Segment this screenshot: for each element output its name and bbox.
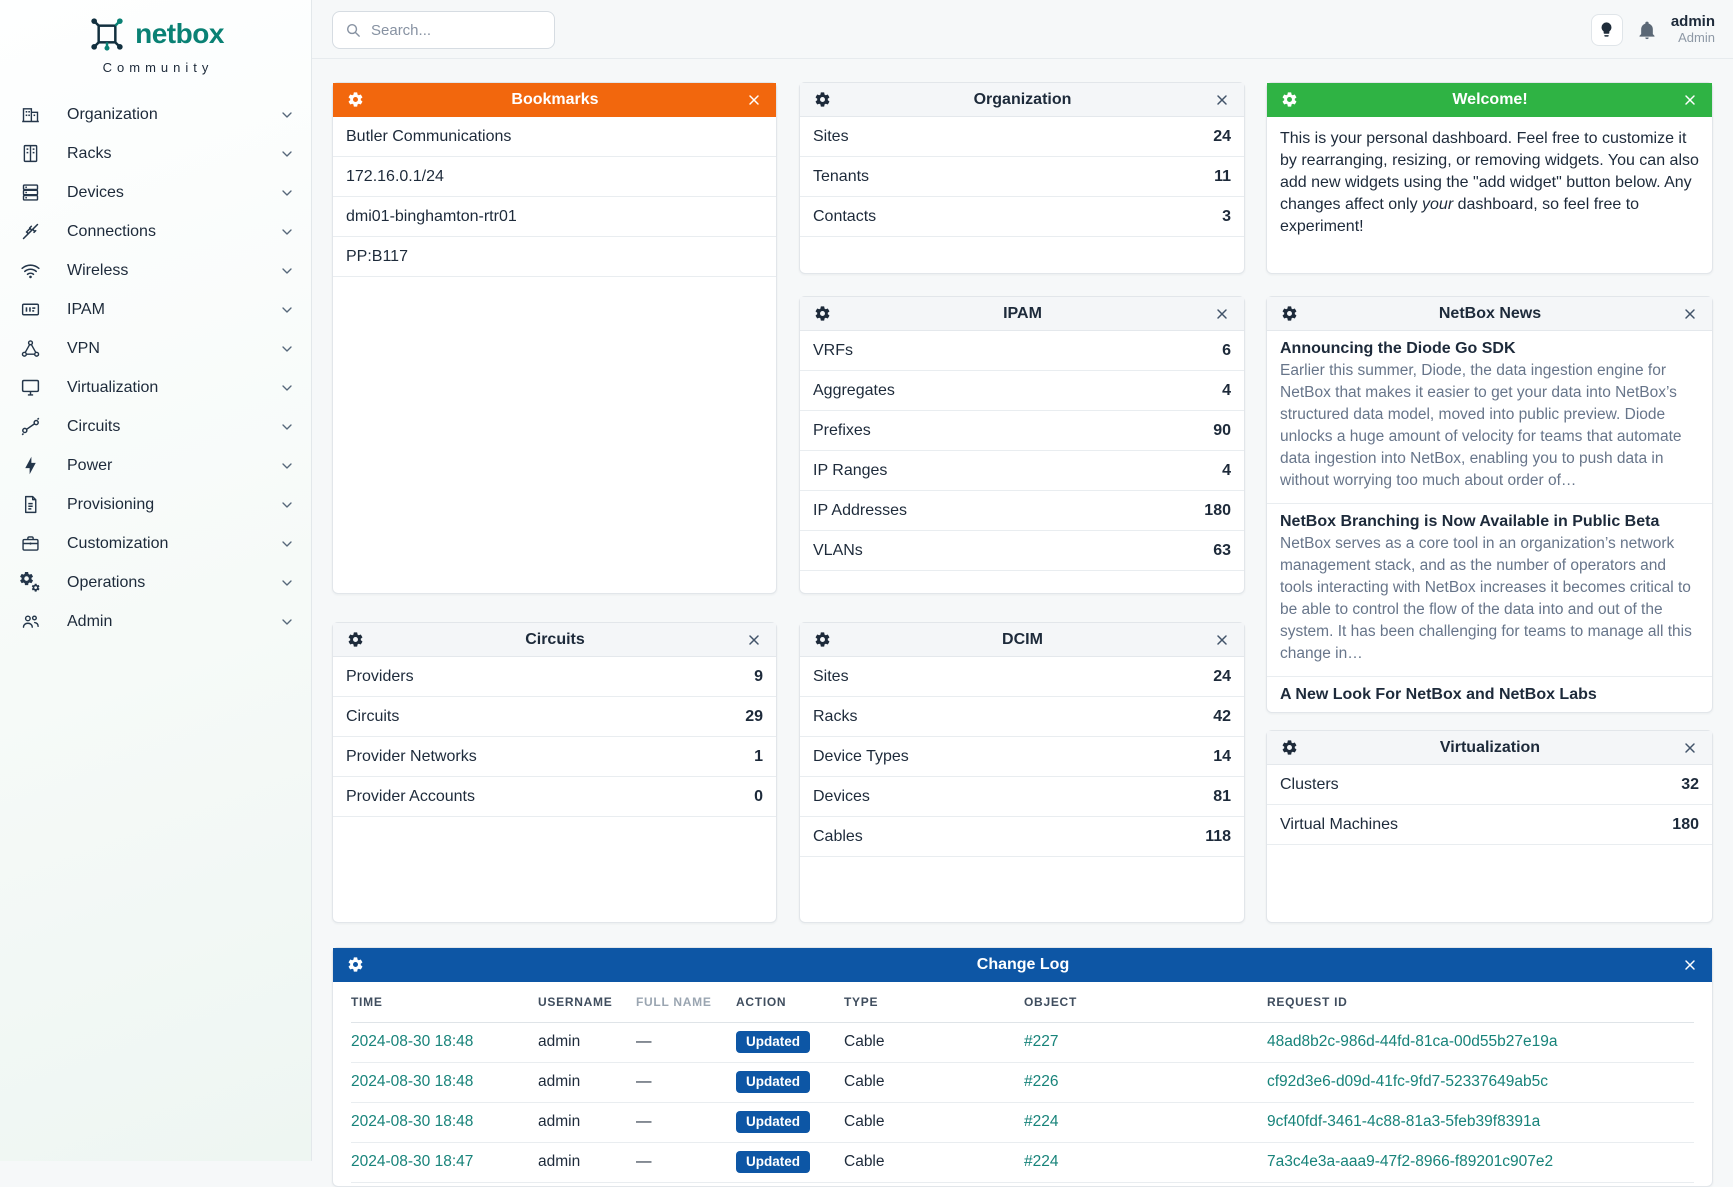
- stat-label: VRFs: [813, 341, 853, 359]
- chevron-down-icon: [279, 380, 295, 396]
- stat-row: [800, 777, 1244, 817]
- sidebar: [0, 0, 312, 1161]
- stat-label: Aggregates: [813, 381, 895, 399]
- sidebar-item-label: Virtualization: [67, 378, 159, 396]
- changelog-table-wrap: [333, 982, 1712, 1183]
- stat-value[interactable]: 24: [1213, 127, 1231, 145]
- gear-icon[interactable]: [814, 305, 831, 322]
- stat-label: Device Types: [813, 747, 909, 765]
- sidebar-item-label: Organization: [67, 105, 158, 123]
- changelog-fullname: —: [636, 1062, 736, 1102]
- close-icon[interactable]: [746, 632, 762, 648]
- bookmark-item[interactable]: [333, 237, 776, 277]
- search-box[interactable]: [332, 11, 555, 49]
- changelog-type: Cable: [844, 1102, 1024, 1142]
- stat-label: IP Ranges: [813, 461, 888, 479]
- stat-row: [333, 657, 776, 697]
- sidebar-item-icon: [20, 533, 41, 554]
- sidebar-item-icon: [20, 455, 41, 476]
- column-header: TYPE: [844, 982, 1024, 1022]
- stat-label: Sites: [813, 667, 849, 685]
- sidebar-item-label: Connections: [67, 222, 156, 240]
- sidebar-item-label: Admin: [67, 612, 113, 630]
- changelog-object-link[interactable]: #224: [1024, 1153, 1059, 1170]
- stat-row: [800, 411, 1244, 451]
- action-badge: Updated: [736, 1111, 810, 1133]
- sidebar-item-icon: [20, 416, 41, 437]
- stat-row: [800, 491, 1244, 531]
- stat-label: Devices: [813, 787, 870, 805]
- dcim-widget: [799, 622, 1245, 923]
- stat-value[interactable]: 1: [754, 747, 763, 765]
- stat-list: [800, 657, 1244, 857]
- sidebar-item-icon: [20, 260, 41, 281]
- changelog-widget: [332, 947, 1713, 1187]
- sidebar-item-icon: [20, 143, 41, 164]
- news-list: [1267, 331, 1712, 715]
- stat-row: [800, 117, 1244, 157]
- column-header: USERNAME: [538, 982, 636, 1022]
- stat-label: Tenants: [813, 167, 870, 185]
- sidebar-item[interactable]: [0, 329, 311, 368]
- welcome-widget-header[interactable]: [1267, 83, 1712, 117]
- stat-value[interactable]: 11: [1214, 167, 1231, 185]
- ipam-widget-header[interactable]: [800, 297, 1244, 331]
- sidebar-item[interactable]: [0, 251, 311, 290]
- close-icon[interactable]: [1682, 957, 1698, 973]
- sidebar-item-icon: [20, 221, 41, 242]
- chevron-down-icon: [279, 146, 295, 162]
- changelog-row: [351, 1022, 1694, 1062]
- sidebar-item[interactable]: [0, 95, 311, 134]
- chevron-down-icon: [279, 263, 295, 279]
- gear-icon[interactable]: [1281, 739, 1298, 756]
- column-header: OBJECT: [1024, 982, 1267, 1022]
- close-icon[interactable]: [1214, 306, 1230, 322]
- stat-value[interactable]: 180: [1672, 815, 1699, 833]
- sidebar-item[interactable]: [0, 602, 311, 641]
- stat-label: Prefixes: [813, 421, 871, 439]
- stat-value[interactable]: 24: [1213, 667, 1231, 685]
- sidebar-item-icon: [20, 338, 41, 359]
- changelog-request-id-link[interactable]: 7a3c4e3a-aaa9-47f2-8966-f89201c907e2: [1267, 1153, 1554, 1170]
- organization-widget: [799, 82, 1245, 274]
- stat-label: VLANs: [813, 541, 863, 559]
- changelog-row: [351, 1142, 1694, 1182]
- user-name: admin: [1670, 13, 1715, 31]
- chevron-down-icon: [279, 107, 295, 123]
- topbar: [312, 0, 1733, 59]
- chevron-down-icon: [279, 341, 295, 357]
- bookmark-item[interactable]: [333, 197, 776, 237]
- welcome-widget: [1266, 82, 1713, 274]
- gear-icon[interactable]: [814, 91, 831, 108]
- column-header: REQUEST ID: [1267, 982, 1694, 1022]
- sidebar-item-label: Circuits: [67, 417, 121, 435]
- stat-label: Cables: [813, 827, 863, 845]
- stat-row: [800, 371, 1244, 411]
- sidebar-item[interactable]: [0, 173, 311, 212]
- sidebar-item-icon: [20, 104, 41, 125]
- sidebar-nav: [0, 95, 311, 641]
- sidebar-item-icon: [20, 182, 41, 203]
- gear-icon[interactable]: [814, 631, 831, 648]
- action-badge: Updated: [736, 1031, 810, 1053]
- close-icon[interactable]: [746, 92, 762, 108]
- bookmark-item[interactable]: [333, 117, 776, 157]
- brand-subtitle: Community: [102, 60, 214, 75]
- changelog-row: [351, 1102, 1694, 1142]
- bookmarks-widget-header[interactable]: [333, 83, 776, 117]
- stat-row: [800, 737, 1244, 777]
- changelog-widget-header[interactable]: [333, 948, 1712, 982]
- bookmark-label: Butler Communications: [346, 127, 512, 145]
- chevron-down-icon: [279, 224, 295, 240]
- topbar-right: [1591, 0, 1715, 59]
- stat-row: [800, 451, 1244, 491]
- brand-name: netbox: [135, 18, 224, 49]
- stat-list: [333, 657, 776, 817]
- chevron-down-icon: [279, 302, 295, 318]
- sidebar-item[interactable]: [0, 290, 311, 329]
- sidebar-item-icon: [20, 299, 41, 320]
- widget-title: Bookmarks: [511, 90, 599, 108]
- stat-row: [333, 737, 776, 777]
- action-badge: Updated: [736, 1071, 810, 1093]
- news-excerpt: Earlier this summer, Diode, the data ingestion engine for NetBox that makes it easier to get your data into NetBox’s structured data model, moved into public preview. Diode unlocks a huge amount of velocity for teams that automate data ingestion into NetBox, enabling you to push data in without worrying too much about order of…: [1280, 362, 1682, 489]
- widget-title: Virtualization: [1439, 738, 1541, 756]
- changelog-time-link[interactable]: 2024-08-30 18:48: [351, 1113, 474, 1130]
- search-icon: [345, 22, 362, 39]
- gear-icon[interactable]: [1281, 305, 1298, 322]
- sidebar-item-label: Customization: [67, 534, 169, 552]
- changelog-username: admin: [538, 1062, 636, 1102]
- changelog-type: Cable: [844, 1022, 1024, 1062]
- changelog-time-link[interactable]: 2024-08-30 18:47: [351, 1153, 474, 1170]
- close-icon[interactable]: [1682, 740, 1698, 756]
- column-header: ACTION: [736, 982, 844, 1022]
- sidebar-item[interactable]: [0, 563, 311, 602]
- changelog-request-id-link[interactable]: cf92d3e6-d09d-41fc-9fd7-52337649ab5c: [1267, 1073, 1548, 1090]
- sidebar-item-label: VPN: [67, 339, 100, 357]
- changelog-header-row: [351, 982, 1694, 1022]
- chevron-down-icon: [279, 419, 295, 435]
- search-input[interactable]: [371, 22, 542, 39]
- user-menu[interactable]: [1671, 13, 1715, 45]
- sidebar-item[interactable]: [0, 485, 311, 524]
- gear-icon[interactable]: [347, 956, 364, 973]
- changelog-fullname: —: [636, 1142, 736, 1182]
- chevron-down-icon: [279, 575, 295, 591]
- stat-value[interactable]: 180: [1204, 501, 1231, 519]
- sidebar-item-label: IPAM: [67, 300, 105, 318]
- sidebar-item-label: Power: [67, 456, 113, 474]
- changelog-time-link[interactable]: 2024-08-30 18:48: [351, 1073, 474, 1090]
- sidebar-item-label: Racks: [67, 144, 112, 162]
- stat-row: [800, 197, 1244, 237]
- stat-value[interactable]: 90: [1213, 421, 1231, 439]
- sidebar-item-icon: [20, 494, 41, 515]
- chevron-down-icon: [279, 458, 295, 474]
- stat-value[interactable]: 118: [1205, 827, 1231, 845]
- bell-icon[interactable]: [1637, 20, 1657, 40]
- sidebar-item-icon: [20, 572, 41, 593]
- close-icon[interactable]: [1682, 92, 1698, 108]
- close-icon[interactable]: [1214, 632, 1230, 648]
- widget-title: Change Log: [976, 955, 1070, 973]
- stat-value[interactable]: 81: [1213, 787, 1231, 805]
- sidebar-item-label: Provisioning: [67, 495, 155, 513]
- stat-value[interactable]: 32: [1681, 775, 1699, 793]
- changelog-fullname: —: [636, 1022, 736, 1062]
- sidebar-item[interactable]: [0, 524, 311, 563]
- bookmarks-list: [333, 117, 776, 277]
- stat-label: Provider Accounts: [346, 787, 475, 805]
- news-item: [1267, 677, 1712, 715]
- stat-label: Circuits: [346, 707, 400, 725]
- news-headline[interactable]: NetBox Branching is Now Available in Public Beta: [1280, 513, 1660, 530]
- welcome-text: This is your personal dashboard. Feel free to customize it by rearranging, resizing, or removing widgets. You can also add new widgets using the "add widget" button below. Any changes affect only your dashboard, so feel free to experiment!: [1280, 130, 1699, 235]
- lightbulb-icon: [1598, 21, 1615, 38]
- virtualization-widget: [1266, 730, 1713, 923]
- chevron-down-icon: [279, 185, 295, 201]
- stat-row: [1267, 765, 1712, 805]
- changelog-username: admin: [538, 1022, 636, 1062]
- brand[interactable]: [0, 0, 311, 81]
- changelog-object-link[interactable]: #227: [1024, 1033, 1059, 1050]
- stat-row: [1267, 805, 1712, 845]
- stat-row: [800, 657, 1244, 697]
- dark-mode-toggle-button[interactable]: [1591, 14, 1623, 46]
- changelog-object-link[interactable]: #226: [1024, 1073, 1059, 1090]
- sidebar-item[interactable]: [0, 134, 311, 173]
- stat-row: [333, 697, 776, 737]
- dcim-widget-header[interactable]: [800, 623, 1244, 657]
- widget-title: Welcome!: [1452, 90, 1528, 108]
- stat-list: [800, 331, 1244, 571]
- stat-label: Providers: [346, 667, 414, 685]
- sidebar-item-label: Devices: [67, 183, 124, 201]
- stat-value[interactable]: 4: [1222, 461, 1231, 479]
- changelog-fullname: —: [636, 1102, 736, 1142]
- stat-list: [800, 117, 1244, 237]
- bookmark-label: dmi01-binghamton-rtr01: [346, 207, 517, 225]
- sidebar-item[interactable]: [0, 368, 311, 407]
- circuits-widget-header[interactable]: [333, 623, 776, 657]
- chevron-down-icon: [279, 614, 295, 630]
- stat-value[interactable]: 63: [1213, 541, 1231, 559]
- netbox-logo-icon: [87, 14, 127, 54]
- changelog-type: Cable: [844, 1062, 1024, 1102]
- widget-title: IPAM: [1003, 304, 1042, 322]
- stat-label: Clusters: [1280, 775, 1339, 793]
- bookmarks-widget: [332, 82, 777, 594]
- stat-row: [800, 697, 1244, 737]
- user-role: Admin: [1678, 29, 1715, 45]
- stat-label: IP Addresses: [813, 501, 907, 519]
- stat-value[interactable]: 6: [1222, 341, 1231, 359]
- news-excerpt: NetBox serves as a core tool in an organization’s network management stack, and as the number of operators and tools interacting with NetBox increases it becomes critical to be able to control the flow of the data into and out of the system. It has been challenging for teams to manage all this change in…: [1280, 535, 1692, 662]
- gear-icon[interactable]: [347, 631, 364, 648]
- gear-icon[interactable]: [1281, 91, 1298, 108]
- circuits-widget: [332, 622, 777, 923]
- news-item: [1267, 331, 1712, 504]
- sidebar-item[interactable]: [0, 446, 311, 485]
- stat-label: Virtual Machines: [1280, 815, 1398, 833]
- bookmark-label: PP:B117: [346, 247, 408, 265]
- sidebar-item[interactable]: [0, 212, 311, 251]
- action-badge: Updated: [736, 1151, 810, 1173]
- stat-value[interactable]: 9: [754, 667, 763, 685]
- stat-value[interactable]: 42: [1213, 707, 1231, 725]
- virtualization-widget-header[interactable]: [1267, 731, 1712, 765]
- bookmark-label: 172.16.0.1/24: [346, 167, 444, 185]
- stat-value[interactable]: 0: [754, 787, 763, 805]
- sidebar-item-icon: [20, 377, 41, 398]
- changelog-request-id-link[interactable]: 9cf40fdf-3461-4c88-81a3-5feb39f8391a: [1267, 1113, 1541, 1130]
- stat-row: [333, 777, 776, 817]
- stat-label: Contacts: [813, 207, 877, 225]
- changelog-time-link[interactable]: 2024-08-30 18:48: [351, 1033, 474, 1050]
- stat-value[interactable]: 3: [1222, 207, 1231, 225]
- ipam-widget: [799, 296, 1245, 594]
- chevron-down-icon: [279, 497, 295, 513]
- sidebar-item-label: Wireless: [67, 261, 129, 279]
- stat-value[interactable]: 29: [745, 707, 763, 725]
- changelog-object-link[interactable]: #224: [1024, 1113, 1059, 1130]
- changelog-row: [351, 1062, 1694, 1102]
- stat-label: Sites: [813, 127, 849, 145]
- sidebar-item[interactable]: [0, 407, 311, 446]
- widget-title: Circuits: [525, 630, 585, 648]
- stat-label: Provider Networks: [346, 747, 477, 765]
- column-header: TIME: [351, 982, 538, 1022]
- sidebar-item-icon: [20, 611, 41, 632]
- sidebar-item-label: Operations: [67, 573, 146, 591]
- organization-widget-header[interactable]: [800, 83, 1244, 117]
- news-headline[interactable]: Announcing the Diode Go SDK: [1280, 340, 1516, 357]
- changelog-table: [351, 982, 1694, 1183]
- stat-row: [800, 817, 1244, 857]
- changelog-body: [351, 1022, 1694, 1182]
- changelog-type: Cable: [844, 1142, 1024, 1182]
- news-widget-header[interactable]: [1267, 297, 1712, 331]
- stat-row: [800, 157, 1244, 197]
- widget-title: DCIM: [1002, 630, 1043, 648]
- gear-icon[interactable]: [347, 91, 364, 108]
- stat-list: [1267, 765, 1712, 845]
- column-header: FULL NAME: [636, 982, 736, 1022]
- chevron-down-icon: [279, 536, 295, 552]
- news-headline[interactable]: A New Look For NetBox and NetBox Labs: [1280, 686, 1597, 703]
- close-icon[interactable]: [1214, 92, 1230, 108]
- news-item: [1267, 504, 1712, 677]
- changelog-username: admin: [538, 1142, 636, 1182]
- stat-value[interactable]: 4: [1222, 381, 1231, 399]
- changelog-request-id-link[interactable]: 48ad8b2c-986d-44fd-81ca-00d55b27e19a: [1267, 1033, 1558, 1050]
- stat-row: [800, 331, 1244, 371]
- news-widget: [1266, 296, 1713, 713]
- bookmark-item[interactable]: [333, 157, 776, 197]
- widget-title: NetBox News: [1438, 304, 1542, 322]
- changelog-username: admin: [538, 1102, 636, 1142]
- stat-label: Racks: [813, 707, 858, 725]
- stat-row: [800, 531, 1244, 571]
- close-icon[interactable]: [1682, 306, 1698, 322]
- widget-title: Organization: [973, 90, 1072, 108]
- stat-value[interactable]: 14: [1213, 747, 1231, 765]
